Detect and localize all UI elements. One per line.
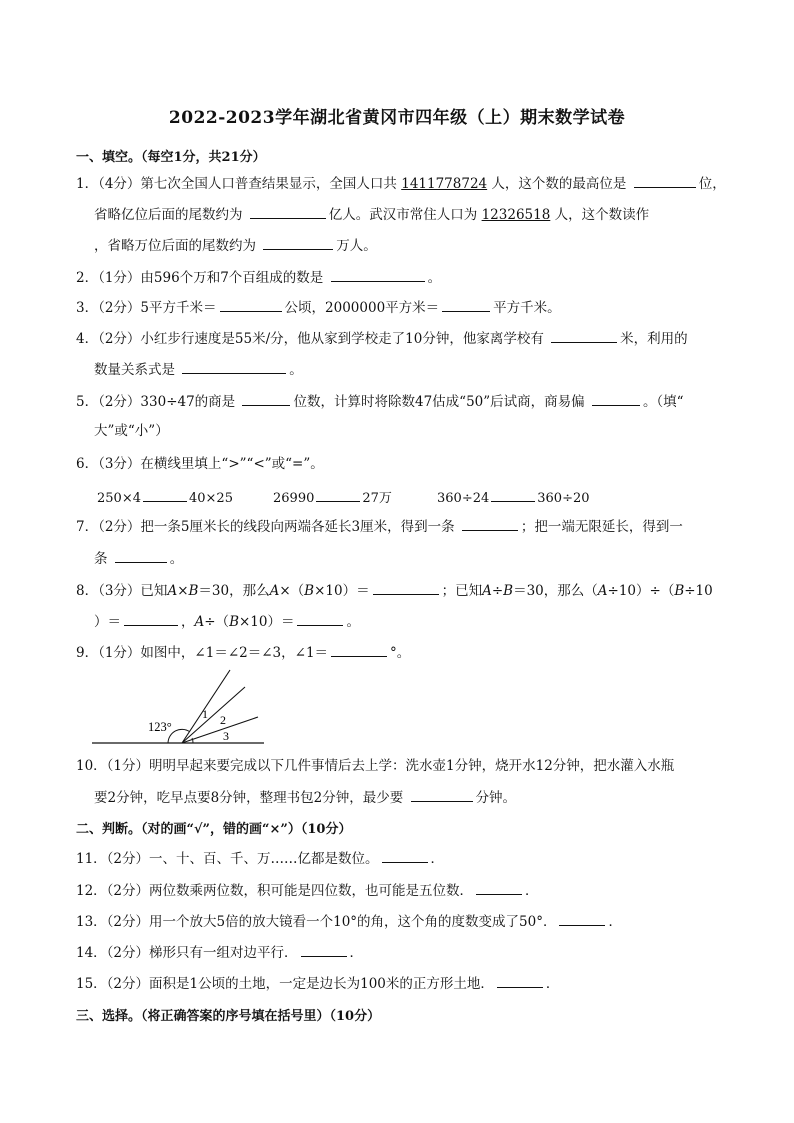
question-13: 13．（2分）用一个放大5倍的放大镜看一个10°的角，这个角的度数变成了50°． ．: [76, 911, 622, 932]
compare-item-3: 360÷24 360÷20: [437, 487, 590, 509]
answer-blank[interactable]: [497, 973, 543, 988]
section-heading-multiple-choice: 三、选择。（将正确答案的序号填在括号里）（10分）: [76, 1009, 381, 1024]
answer-blank[interactable]: [242, 391, 290, 406]
section-heading-true-false: 二、判断。（对的画“√”，错的画“×”）（10分）: [76, 822, 352, 837]
page-title: 2022-2023学年湖北省黄冈市四年级（上）期末数学试卷: [168, 108, 626, 128]
question-4-line-1: 4．（2分）小红步行速度是55米/分，他从家到学校走了10分钟，他家离学校有 米，利用的: [76, 328, 688, 349]
question-7-line-1: 7．（2分）把一条5厘米长的线段向两端各延长3厘米，得到一条 ；把一端无限延长，得到一: [76, 516, 683, 537]
answer-blank[interactable]: [442, 297, 490, 312]
question-7-line-2: 条 。: [94, 548, 183, 569]
answer-blank[interactable]: [462, 516, 518, 531]
question-5-line-1: 5．（2分）330÷47的商是 位数，计算时将除数47估成“50”后试商，商易偏 。（填“: [76, 391, 684, 412]
compare-item-2: 26990 27万: [273, 487, 392, 509]
answer-blank[interactable]: [182, 359, 286, 374]
population-number: 1411778724: [401, 176, 488, 192]
question-10-line-1: 10．（1分）明明早起来要完成以下几件事情后去上学：洗水壶1分钟，烧开水12分钟，把水灌入水瓶: [76, 758, 675, 774]
answer-blank[interactable]: [263, 235, 333, 250]
angle-figure: [90, 664, 270, 748]
answer-blank[interactable]: [411, 787, 473, 802]
answer-blank[interactable]: [301, 942, 347, 957]
angle-label-2: 2: [220, 713, 226, 727]
question-15: 15．（2分）面积是1公顷的土地，一定是边长为100米的正方形土地． ．: [76, 973, 559, 994]
answer-blank[interactable]: [491, 487, 535, 502]
question-1-line-2: 省略亿位后面的尾数约为 亿人。武汉市常住人口为 12326518 人，这个数读作: [94, 204, 649, 225]
answer-blank[interactable]: [331, 642, 387, 657]
question-2: 2．（1分）由596个万和7个百组成的数是 。: [76, 267, 441, 288]
angle-label-1: 1: [202, 707, 208, 721]
angle-label-3: 3: [223, 729, 229, 743]
question-11: 11．（2分）一、十、百、千、万……亿都是数位。 ．: [76, 848, 444, 869]
answer-blank[interactable]: [220, 297, 282, 312]
compare-item-1: 250×4 40×25: [97, 487, 233, 509]
question-5-line-2: 大”或“小”）: [94, 423, 169, 439]
answer-blank[interactable]: [143, 487, 187, 502]
answer-blank[interactable]: [559, 911, 605, 926]
question-3: 3．（2分）5平方千米＝ 公顷，2000000平方米＝ 平方千米。: [76, 297, 561, 318]
question-9: 9．（1分）如图中，∠1＝∠2＝∠3，∠1＝ °。: [76, 642, 410, 663]
answer-blank[interactable]: [382, 848, 428, 863]
answer-blank[interactable]: [634, 173, 696, 188]
question-6: 6．（3分）在横线里填上“>”“<”或“=”。: [76, 456, 324, 472]
answer-blank[interactable]: [373, 580, 439, 595]
answer-blank[interactable]: [115, 548, 167, 563]
angle-label-123: 123°: [148, 720, 172, 734]
wuhan-population-number: 12326518: [481, 207, 551, 223]
question-1-line-3: ，省略万位后面的尾数约为 万人。: [94, 235, 377, 256]
question-10-line-2: 要2分钟，吃早点要8分钟，整理书包2分钟，最少要 分钟。: [94, 787, 516, 808]
answer-blank[interactable]: [250, 204, 326, 219]
answer-blank[interactable]: [551, 328, 617, 343]
question-14: 14．（2分）梯形只有一组对边平行． ．: [76, 942, 363, 963]
answer-blank[interactable]: [592, 391, 640, 406]
answer-blank[interactable]: [124, 611, 178, 626]
answer-blank[interactable]: [297, 611, 343, 626]
answer-blank[interactable]: [316, 487, 360, 502]
question-12: 12．（2分）两位数乘两位数，积可能是四位数，也可能是五位数． ．: [76, 880, 539, 901]
question-8-line-1: 8．（3分）已知A×B＝30，那么A×（B×10）＝ ；已知A÷B＝30，那么（A÷10）÷（B÷10: [76, 580, 713, 601]
answer-blank[interactable]: [476, 880, 522, 895]
question-8-line-2: ）＝ ，A÷（B×10）＝ 。: [94, 611, 360, 632]
question-4-line-2: 数量关系式是 。: [94, 359, 303, 380]
section-heading-fill-in: 一、填空。（每空1分，共21分）: [76, 150, 266, 165]
answer-blank[interactable]: [331, 267, 425, 282]
question-1-line-1: 1．（4分）第七次全国人口普查结果显示，全国人口共 1411778724 人，这个数的最高位是 位，: [76, 173, 726, 194]
